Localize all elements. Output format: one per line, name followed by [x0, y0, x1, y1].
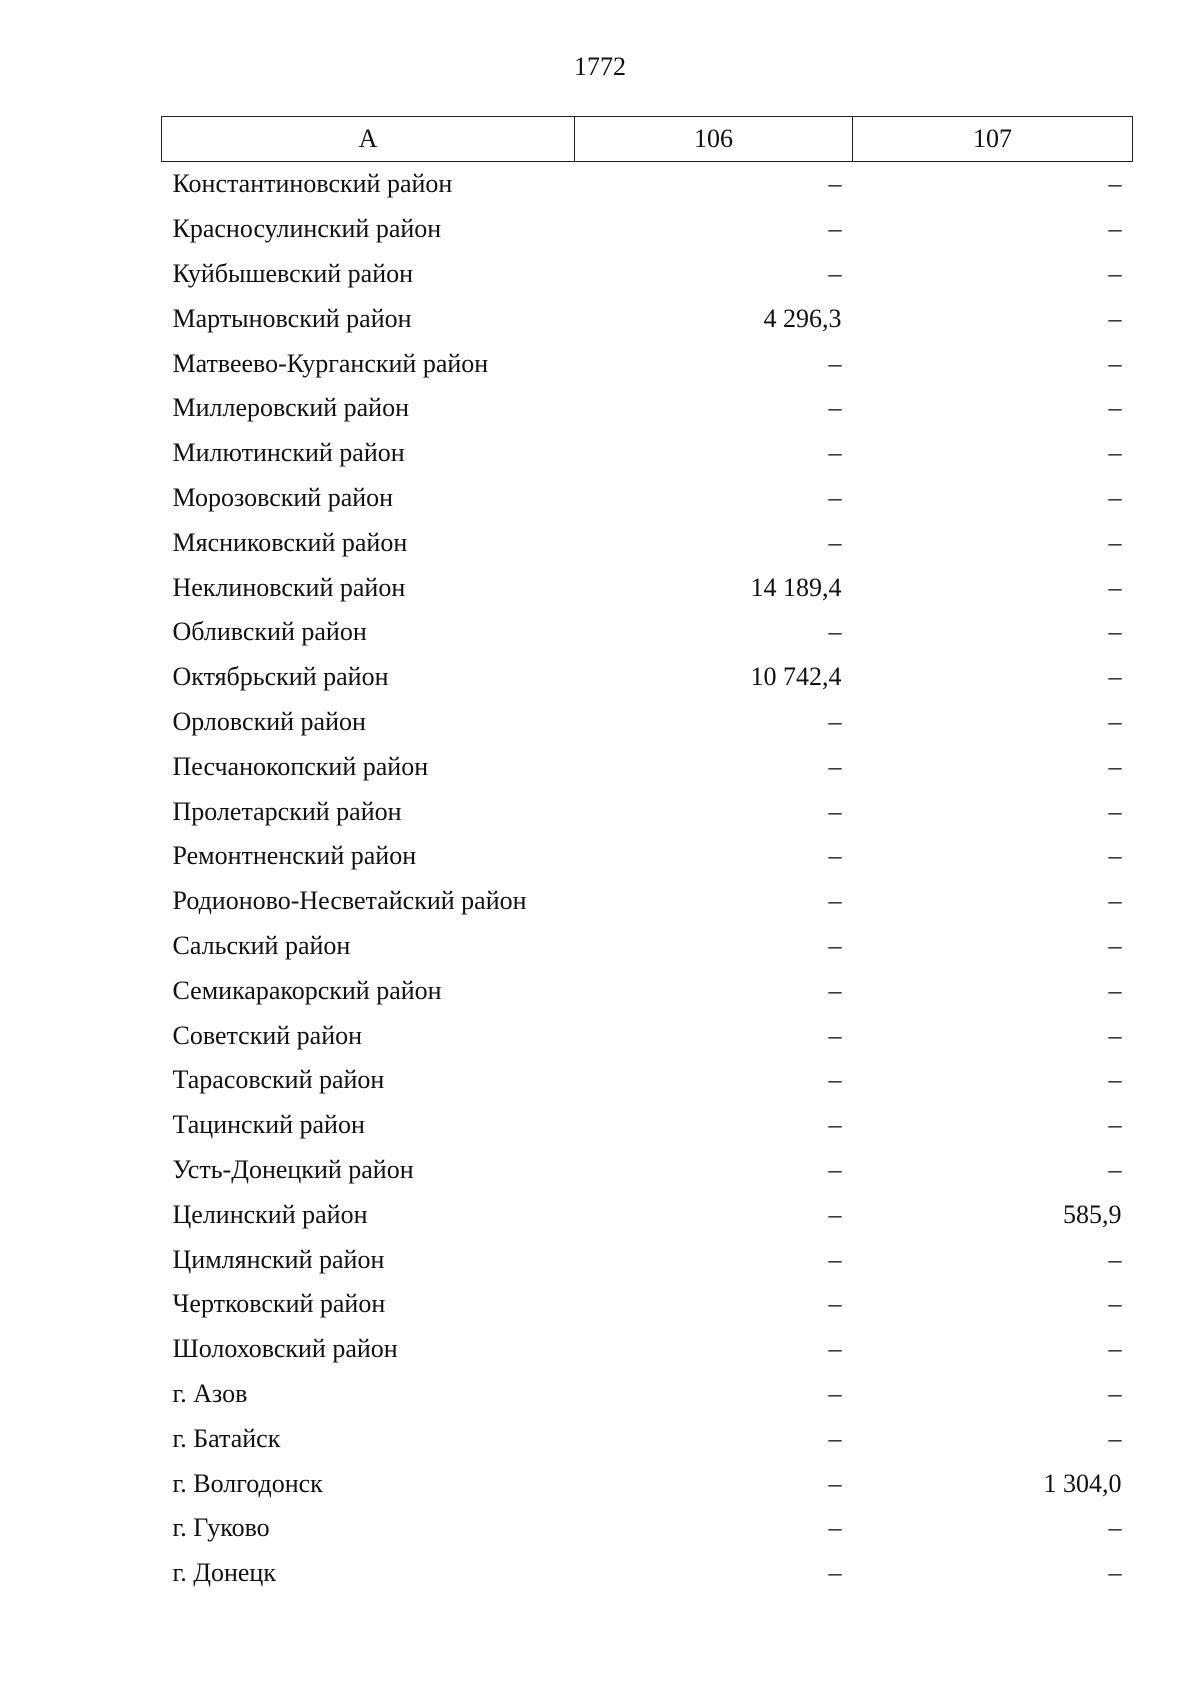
table-row	[162, 476, 1133, 521]
row-name-cell: г. Гуково	[172, 1513, 270, 1543]
row-name-cell: Песчанокопский район	[172, 751, 429, 781]
table-row	[162, 1282, 1133, 1327]
value-107-cell: –	[1108, 438, 1122, 468]
table-row	[162, 1461, 1133, 1506]
value-107-cell: –	[1108, 1513, 1122, 1543]
value-106-cell: 4 296,3	[763, 303, 842, 333]
value-106-cell: –	[828, 617, 842, 647]
row-name-cell: Целинский район	[172, 1199, 368, 1229]
table-row	[162, 744, 1133, 789]
row-name-cell: Красносулинский район	[172, 214, 442, 244]
table-row	[162, 1058, 1133, 1103]
value-107-cell: –	[1108, 1154, 1122, 1184]
value-107-cell: –	[1108, 1378, 1122, 1408]
value-106-cell: 14 189,4	[750, 572, 842, 602]
row-name-cell: Неклиновский район	[172, 572, 406, 602]
row-name-cell: Советский район	[172, 1020, 363, 1050]
value-106-cell: –	[828, 796, 842, 826]
value-106-cell: –	[828, 214, 842, 244]
table-row	[162, 207, 1133, 252]
row-name-cell: г. Донецк	[172, 1558, 276, 1588]
row-name-cell: Семикаракорский район	[172, 975, 442, 1005]
value-106-cell: –	[828, 1468, 842, 1498]
value-106-cell: –	[828, 258, 842, 288]
value-106-cell: –	[828, 1513, 842, 1543]
row-name-cell: Родионово-Несветайский район	[172, 886, 527, 916]
table-row	[162, 431, 1133, 476]
row-name-cell: г. Батайск	[172, 1423, 281, 1453]
value-106-cell: –	[828, 841, 842, 871]
value-107-cell: –	[1108, 841, 1122, 871]
value-107-cell: –	[1108, 214, 1122, 244]
value-107-cell: –	[1108, 662, 1122, 692]
value-106-cell: –	[828, 482, 842, 512]
value-107-cell: –	[1108, 1244, 1122, 1274]
value-106-cell: –	[828, 1378, 842, 1408]
value-106-cell: –	[828, 1334, 842, 1364]
table-body	[162, 162, 1133, 1596]
row-name-cell: Цимлянский район	[172, 1244, 385, 1274]
row-name-cell: Тарасовский район	[172, 1065, 385, 1095]
table-row	[162, 1327, 1133, 1372]
table-row	[162, 700, 1133, 745]
table-row	[162, 520, 1133, 565]
value-106-cell: –	[828, 975, 842, 1005]
page-number: 1772	[574, 52, 626, 81]
value-106-cell: –	[828, 1110, 842, 1140]
table-row	[162, 655, 1133, 700]
value-107-cell: –	[1108, 572, 1122, 602]
table-row	[162, 1237, 1133, 1282]
table-row	[162, 162, 1133, 207]
row-name-cell: Мясниковский район	[172, 527, 408, 557]
value-106-cell: –	[828, 1065, 842, 1095]
value-106-cell: –	[828, 930, 842, 960]
row-name-cell: г. Азов	[172, 1378, 248, 1408]
value-107-cell: –	[1108, 886, 1122, 916]
table-row	[162, 789, 1133, 834]
value-106-cell: –	[828, 886, 842, 916]
value-107-cell: –	[1108, 348, 1122, 378]
value-107-cell: –	[1108, 527, 1122, 557]
value-107-cell: –	[1108, 975, 1122, 1005]
value-106-cell: –	[828, 527, 842, 557]
row-name-cell: Константиновский район	[172, 169, 453, 199]
row-name-cell: Чертковский район	[172, 1289, 386, 1319]
table-row	[162, 565, 1133, 610]
table-row	[162, 386, 1133, 431]
table-row	[162, 1416, 1133, 1461]
value-107-cell: –	[1108, 930, 1122, 960]
table-row	[162, 1103, 1133, 1148]
column-header-name: А	[162, 117, 575, 162]
table-row	[162, 924, 1133, 969]
table-row	[162, 296, 1133, 341]
row-name-cell: Морозовский район	[172, 482, 394, 512]
value-106-cell: –	[828, 1199, 842, 1229]
row-name-cell: Обливский район	[172, 617, 367, 647]
row-name-cell: Ремонтненский район	[172, 841, 417, 871]
value-106-cell: –	[828, 706, 842, 736]
table-row	[162, 1192, 1133, 1237]
value-107-cell: –	[1108, 1558, 1122, 1588]
value-107-cell: –	[1108, 1020, 1122, 1050]
table-row	[162, 252, 1133, 297]
row-name-cell: Усть-Донецкий район	[172, 1154, 414, 1184]
value-106-cell: –	[828, 1244, 842, 1274]
row-name-cell: Куйбышевский район	[172, 258, 414, 288]
value-106-cell: –	[828, 393, 842, 423]
value-107-cell: –	[1108, 1065, 1122, 1095]
row-name-cell: Октябрьский район	[172, 662, 389, 692]
table-row	[162, 968, 1133, 1013]
row-name-cell: Пролетарский район	[172, 796, 402, 826]
table-row	[162, 1372, 1133, 1417]
value-106-cell: –	[828, 169, 842, 199]
table-row	[162, 1506, 1133, 1551]
table-row	[162, 1013, 1133, 1058]
table-row	[162, 879, 1133, 924]
table-row	[162, 1148, 1133, 1193]
value-106-cell: –	[828, 348, 842, 378]
table-row	[162, 610, 1133, 655]
row-name-cell: Орловский район	[172, 706, 366, 736]
table-header-row	[162, 117, 1133, 162]
value-106-cell: –	[828, 1154, 842, 1184]
table-row	[162, 1551, 1133, 1596]
row-name-cell: Миллеровский район	[172, 393, 410, 423]
column-header-107: 107	[853, 117, 1133, 162]
row-name-cell: г. Волгодонск	[172, 1468, 323, 1498]
value-106-cell: –	[828, 438, 842, 468]
value-107-cell: –	[1108, 1289, 1122, 1319]
value-107-cell: –	[1108, 1423, 1122, 1453]
value-107-cell: –	[1108, 1334, 1122, 1364]
row-name-cell: Сальский район	[172, 930, 351, 960]
value-106-cell: –	[828, 1423, 842, 1453]
row-name-cell: Матвеево-Курганский район	[172, 348, 489, 378]
row-name-cell: Тацинский район	[172, 1110, 365, 1140]
column-header-106: 106	[575, 117, 853, 162]
value-107-cell: –	[1108, 1110, 1122, 1140]
value-106-cell: –	[828, 1558, 842, 1588]
value-107-cell: –	[1108, 751, 1122, 781]
row-name-cell: Мартыновский район	[172, 303, 412, 333]
value-106-cell: 10 742,4	[750, 662, 842, 692]
value-107-cell: 585,9	[1063, 1199, 1122, 1229]
value-107-cell: –	[1108, 706, 1122, 736]
row-name-cell: Шолоховский район	[172, 1334, 398, 1364]
value-107-cell: –	[1108, 796, 1122, 826]
value-107-cell: –	[1108, 617, 1122, 647]
value-107-cell: –	[1108, 169, 1122, 199]
table-row	[162, 834, 1133, 879]
row-name-cell: Милютинский район	[172, 438, 405, 468]
value-107-cell: –	[1108, 258, 1122, 288]
value-106-cell: –	[828, 1289, 842, 1319]
budget-table	[161, 116, 1133, 1596]
value-107-cell: –	[1108, 482, 1122, 512]
value-107-cell: –	[1108, 303, 1122, 333]
value-107-cell: –	[1108, 393, 1122, 423]
table-row	[162, 341, 1133, 386]
table-header	[162, 117, 1133, 162]
value-107-cell: 1 304,0	[1043, 1468, 1122, 1498]
value-106-cell: –	[828, 751, 842, 781]
value-106-cell: –	[828, 1020, 842, 1050]
